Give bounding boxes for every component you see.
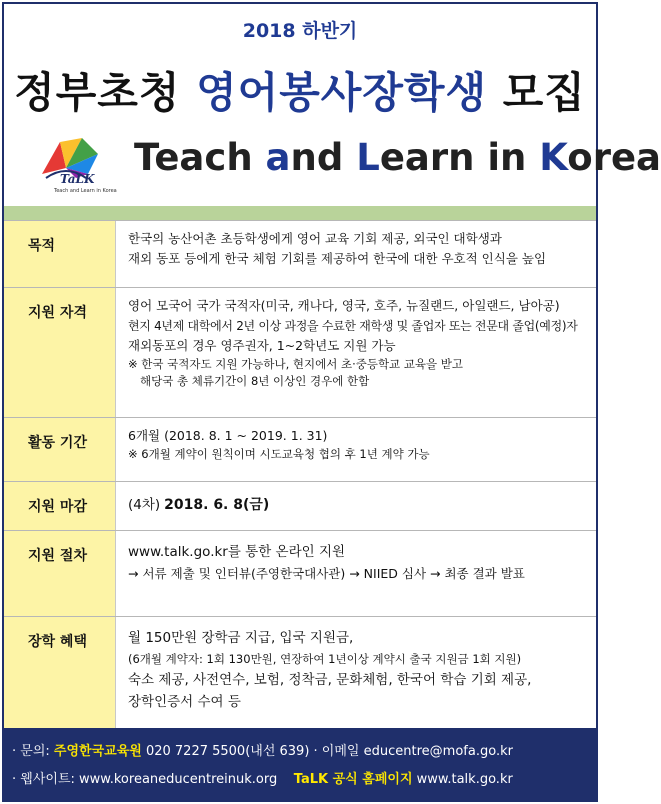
slogan-teach: Teach <box>134 136 266 179</box>
label-procedure-text: 지원 절차 <box>28 548 87 564</box>
label-eligibility-text: 지원 자격 <box>28 305 87 321</box>
email-label: · 이메일 <box>313 744 360 759</box>
slogan-earn-in: earn in <box>379 136 540 179</box>
period-note: ※ 6개월 계약이 원칙이며 시도교육청 협의 후 1년 계약 가능 <box>128 447 430 461</box>
label-benefits-text: 장학 혜택 <box>28 634 87 650</box>
content-purpose <box>128 229 590 269</box>
footer-web-line <box>12 768 513 787</box>
period-line: 6개월 (2018. 8. 1 ~ 2019. 1. 31) <box>128 428 328 443</box>
slogan-K: K <box>539 136 568 179</box>
label-purpose-text: 목적 <box>28 238 56 254</box>
purpose-line-1: 한국의 농산어촌 초등학생에게 영어 교육 기회 제공, 외국인 대학생과 <box>128 231 502 246</box>
website-label: · 웹사이트: <box>12 772 75 787</box>
benefits-line-3: 숙소 제공, 사전연수, 보험, 정착금, 문화체험, 한국어 학습 기회 제공, <box>128 672 532 688</box>
eligibility-note-1: ※ 한국 국적자도 지원 가능하나, 현지에서 초·중등학교 교육을 받고 <box>128 357 464 371</box>
eligibility-line-2: 현지 4년제 대학에서 2년 이상 과정을 수료한 재학생 및 졸업자 또는 전문대 졸업(예정)자 <box>128 319 578 333</box>
label-period <box>4 418 116 481</box>
talk-link[interactable]: www.talk.go.kr <box>416 772 513 787</box>
label-benefits <box>4 617 116 728</box>
slogan-L: L <box>356 136 380 179</box>
row-eligibility <box>4 287 596 417</box>
poster <box>2 2 661 802</box>
benefits-line-4: 장학인증서 수여 등 <box>128 694 241 710</box>
logo-subtext: Teach and Learn in Korea <box>54 188 117 194</box>
purpose-line-2: 재외 동포 등에게 한국 체험 기회를 제공하여 한국에 대한 우호적 인식을 높임 <box>128 251 547 266</box>
contact-org: 주영한국교육원 <box>53 744 142 759</box>
deadline-date: 2018. 6. 8(금) <box>164 497 270 513</box>
slogan <box>134 136 661 179</box>
row-period <box>4 417 596 481</box>
label-period-text: 활동 기간 <box>28 435 87 451</box>
talk-label: TaLK 공식 홈페이지 <box>293 772 413 787</box>
slogan-nd: nd <box>290 136 357 179</box>
content-procedure <box>128 541 590 585</box>
contact-label: · 문의: <box>12 744 50 759</box>
label-eligibility <box>4 288 116 417</box>
content-deadline <box>128 494 590 516</box>
label-purpose <box>4 221 116 287</box>
row-deadline <box>4 481 596 530</box>
footer-contact-line <box>12 740 513 759</box>
row-benefits <box>4 616 596 728</box>
email-link[interactable]: educentre@mofa.go.kr <box>363 744 513 759</box>
divider-band <box>4 206 596 220</box>
content-period <box>128 426 590 463</box>
eligibility-note-2: 해당국 총 체류기간이 8년 이상인 경우에 한함 <box>140 374 370 388</box>
header <box>4 4 661 206</box>
title-part-2: 영어봉사장학생 <box>196 68 488 117</box>
contact-phone: 020 7227 5500(내선 639) <box>145 744 310 759</box>
title-part-1: 정부초청 <box>14 68 181 117</box>
label-procedure <box>4 531 116 616</box>
content-eligibility <box>128 296 590 390</box>
content-benefits <box>128 627 590 713</box>
talk-logo-icon <box>36 134 108 196</box>
title-part-3: 모집 <box>502 68 586 117</box>
footer <box>4 728 596 800</box>
row-procedure <box>4 530 596 616</box>
row-purpose <box>4 220 596 287</box>
procedure-line-2: → 서류 제출 및 인터뷰(주영한국대사관) → NIIED 심사 → 최종 결과 발표 <box>128 566 525 581</box>
benefits-line-1: 월 150만원 장학금 지급, 입국 지원금, <box>128 630 354 646</box>
main-title <box>4 60 596 120</box>
eligibility-line-3: 재외동포의 경우 영주권자, 1~2학년도 지원 가능 <box>128 338 396 353</box>
deadline-prefix: (4차) <box>128 497 161 513</box>
benefits-line-2: (6개월 계약자: 1회 130만원, 연장하여 1년이상 계약시 출국 지원금 1회 지원) <box>128 652 522 666</box>
slogan-orea: orea <box>567 136 661 179</box>
label-deadline <box>4 482 116 530</box>
label-deadline-text: 지원 마감 <box>28 499 87 515</box>
eligibility-line-1: 영어 모국어 국가 국적자(미국, 캐나다, 영국, 호주, 뉴질랜드, 아일랜드, 남아공) <box>128 298 560 313</box>
website-link[interactable]: www.koreaneducentreinuk.org <box>79 772 278 787</box>
logo-text: TaLK <box>60 172 95 186</box>
slogan-a: a <box>265 136 291 179</box>
period-heading: 2018 하반기 <box>242 20 358 42</box>
procedure-line-1: www.talk.go.kr를 통한 온라인 지원 <box>128 544 346 560</box>
